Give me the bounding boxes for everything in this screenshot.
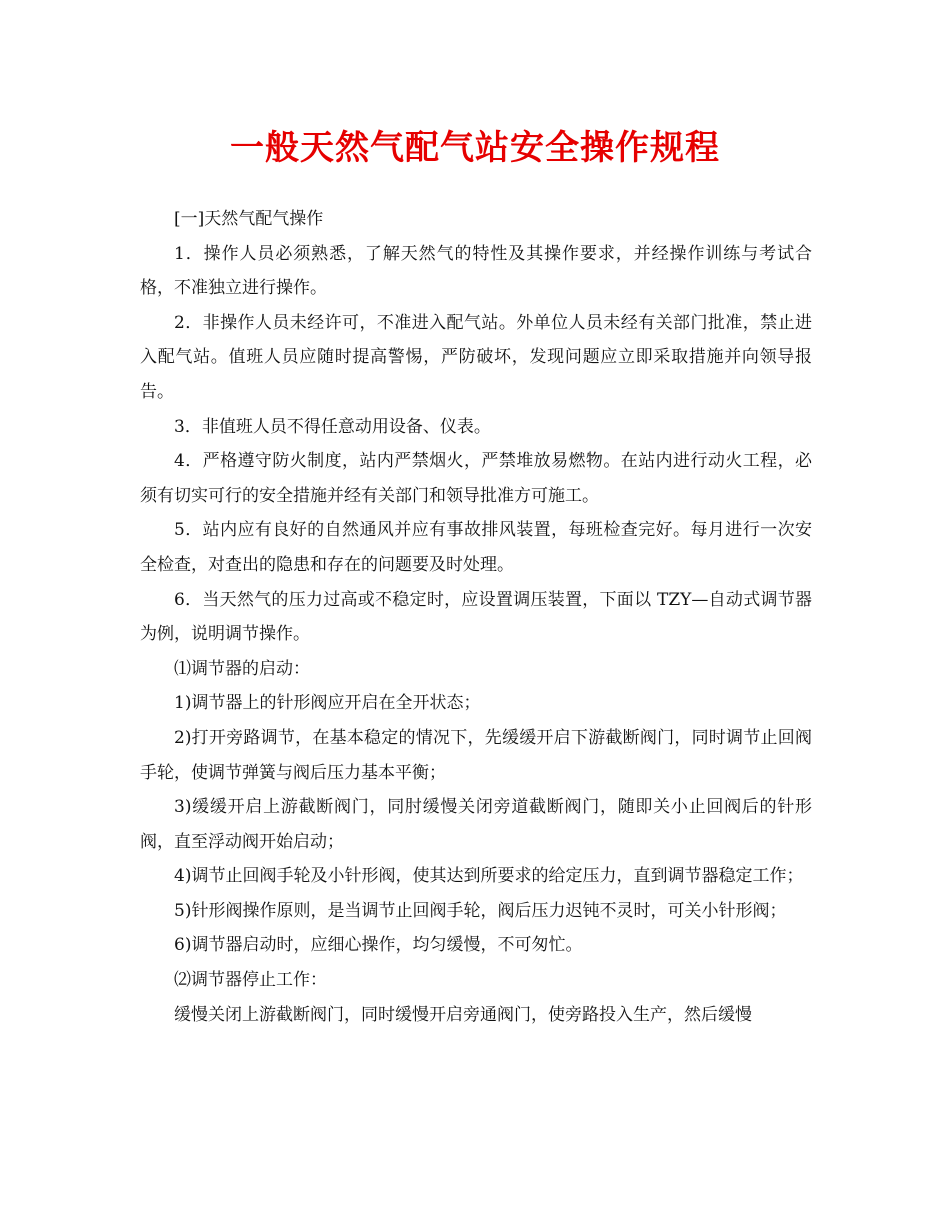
list-item: 3)缓缓开启上游截断阀门，同肘缓慢关闭旁道截断阀门，随即关小止回阀后的针形阀，直至浮动阀开始启动； [140, 797, 812, 852]
list-item: 2)打开旁路调节，在基本稳定的情况下，先缓缓开启下游截断阀门，同时调节止回阀手轮，使调节弹簧与阀后压力基本平衡； [140, 727, 812, 783]
document-body [140, 202, 812, 1032]
paragraph: 6．当天然气的压力过高或不稳定时，应设置调压装置，下面以 TZY—自动式调节器为例，说明调节操作。 [140, 589, 812, 645]
list-item: 1)调节器上的针形阀应开启在全开状态； [174, 693, 481, 714]
paragraph: 1．操作人员必须熟悉，了解天然气的特性及其操作要求，并经操作训练与考试合格，不准独立进行操作。 [140, 243, 812, 299]
subheading: ⑴调节器的启动： [174, 658, 310, 679]
list-item: 5)针形阀操作原则，是当调节止回阀手轮，阀后压力迟钝不灵时，可关小针形阀； [174, 900, 787, 921]
paragraph: 4．严格遵守防火制度，站内严禁烟火，严禁堆放易燃物。在站内进行动火工程，必须有切实可行的安全措施并经有关部门和领导批准方可施工。 [140, 451, 812, 506]
paragraph: 2．非操作人员未经许可，不准进入配气站。外单位人员未经有关部门批准，禁止进入配气站。值班人员应随时提高警惕，严防破坏，发现问题应立即采取措施并向领导报告。 [140, 312, 812, 402]
document-title: 一般天然气配气站安全操作规程 [230, 128, 720, 168]
section-heading: [一]天然气配气操作 [174, 209, 324, 229]
list-item: 6)调节器启动时，应细心操作，均匀缓慢，不可匆忙。 [174, 935, 583, 956]
paragraph: 3．非值班人员不得任意动用设备、仪表。 [174, 416, 491, 437]
paragraph: 5．站内应有良好的自然通风并应有事故排风装置，每班检查完好。每月进行一次安全检查，对查出的隐患和存在的问题要及时处理。 [140, 520, 812, 575]
paragraph: 缓慢关闭上游截断阀门，同时缓慢开启旁通阀门，使旁路投入生产，然后缓慢 [174, 1004, 752, 1025]
list-item: 4)调节止回阀手轮及小针形阀，使其达到所要求的给定压力，直到调节器稳定工作； [174, 866, 804, 887]
subheading: ⑵调节器停止工作： [174, 970, 327, 991]
